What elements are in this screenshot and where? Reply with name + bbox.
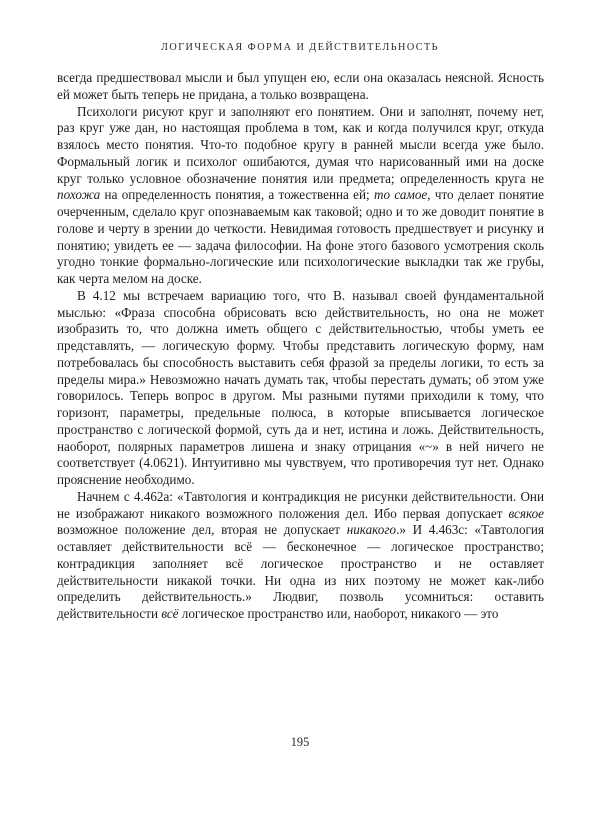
body-text: всегда предшествовал мысли и был упущен ею, если она оказалась неясной. Ясность ей может быть теперь не придана, а только возвращена. bbox=[57, 70, 544, 102]
page-number: 195 bbox=[290, 735, 310, 749]
body-text: на определенность понятия, а тожественна ей; bbox=[100, 187, 375, 203]
paragraph bbox=[57, 489, 544, 623]
running-head: ЛОГИЧЕСКАЯ ФОРМА И ДЕЙСТВИТЕЛЬНОСТЬ bbox=[161, 42, 439, 53]
emphasis-text: всякое bbox=[508, 505, 544, 521]
body-text: В 4.12 мы встречаем вариацию того, что В. называл своей фундаментальной мыслью: «Фраза способна обрисовать всю действительность, но она не может изобразить то, что должна иметь общего с действительностью, чтобы уметь ее представлять, — логическую форму. Чтобы представить логическую форму, нам потребовалась бы способность выставить себя фразой за пределы логики, то есть за пределы мира.» Невозможно начать думать так, чтобы перестать думать; об этом уже говорилось. Теперь вопрос в другом. Мы разными путями приходили к тому, что горизонт, параметры, предельные полюса, в которые вписывается логическое пространство с логической формой, суть да и нет, истина и ложь. Действительность, наоборот, полярных параметров лишена и знаку отрицания «~» в ней ничего не соответствует (4.0621). Интуитивно мы чувствуем, что противоречия тут нет. Однако прояснение необходимо. bbox=[57, 287, 544, 487]
body-text: логическое пространство или, наоборот, никакого — это bbox=[178, 606, 499, 621]
body-text-column bbox=[57, 70, 544, 623]
body-text: Начнем с 4.462a: «Тавтология и контрадикция не рисунки действительности. Они не изображают никакого возможного положения дел. Ибо первая допускает bbox=[57, 488, 544, 521]
paragraph bbox=[57, 288, 544, 489]
emphasis-text: то самое bbox=[374, 187, 428, 203]
body-text: .» И 4.463c: «Тавтология оставляет действительности всё — бесконечное — логическое пространство; контрадикция заполняет всё логическое пространство и не оставляет действительности никакой точки. Ни одна из них поэтому не может как-либо определить действительность.» Людвиг, позволь усомниться: оставить действительности bbox=[57, 522, 544, 621]
body-text: Психологи рисуют круг и заполняют его понятием. Они и заполнят, почему нет, раз круг уже дан, но настоящая проблема в том, как и когда получился круг, откуда взялось место понятия. Что-то подобное кругу в ранней мысли всегда уже было. Формальный логик и психолог ошибаются, думая что нарисованный ими на доске круг только условное обозначение понятия или предмета; определенность круга не bbox=[57, 103, 544, 186]
body-text: , что делает понятие очерченным, сделало круг опознаваемым как таковой; одно и то же доводит понятие в голове и черту в зрении до четкости. Невидимая готовость предшествует и рисунку и понятию; увидеть ее — задача философии. На фоне этого базового усмотрения сколь угодно тонкие формально-логические или психологические выкладки так же грубы, как черта мелом на доске. bbox=[57, 187, 544, 286]
emphasis-text: никакого bbox=[346, 522, 397, 538]
paragraph bbox=[57, 104, 544, 288]
body-text: возможное положение дел, вторая не допускает bbox=[57, 522, 347, 538]
emphasis-text: похожа bbox=[57, 187, 101, 203]
emphasis-text: всё bbox=[161, 606, 179, 621]
paragraph bbox=[57, 70, 544, 104]
